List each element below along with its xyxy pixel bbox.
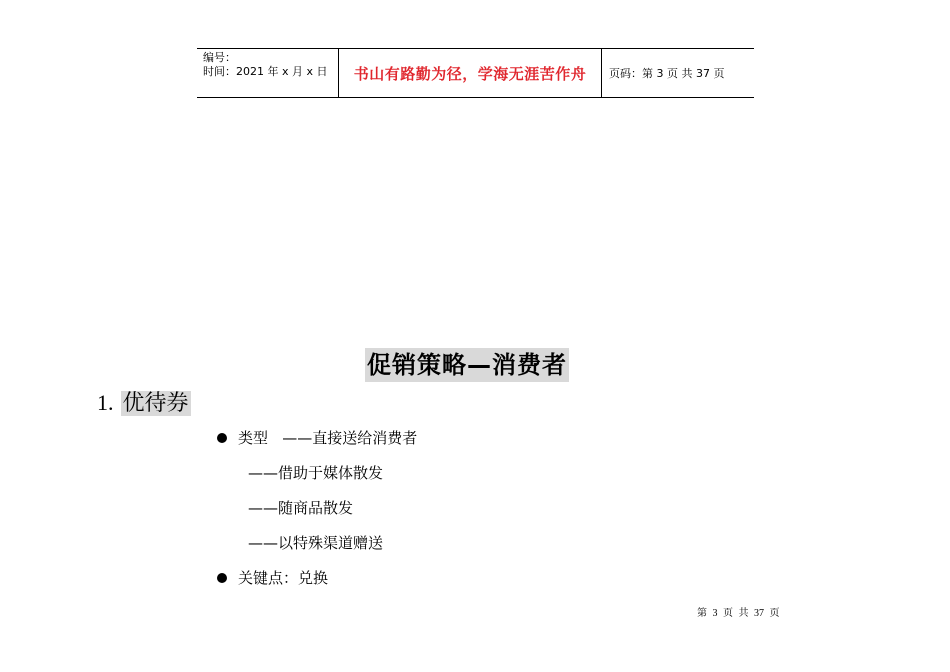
page-footer: 第 3 页 共 37 页 xyxy=(697,608,780,619)
number-label: 编号： xyxy=(203,51,236,64)
bullet-dot-icon xyxy=(217,433,227,443)
sub-item-channel: ——以特殊渠道赠送 xyxy=(248,534,384,552)
bullet-item-key-point: 关键点：兑换 xyxy=(238,569,329,587)
section-heading xyxy=(97,387,191,420)
header-motto: 书山有路勤为径，学海无涯苦作舟 xyxy=(338,49,602,97)
document-title: 促销策略—消费者 xyxy=(365,348,569,382)
bullet-item-type: 类型 ——直接送给消费者 xyxy=(238,429,418,447)
header-meta-cell xyxy=(197,49,338,97)
time-label: 时间：2021 年 x 月 x 日 xyxy=(203,65,328,78)
sub-item-media: ——借助于媒体散发 xyxy=(248,464,384,482)
bullet-dot-icon xyxy=(217,573,227,583)
sub-item-product: ——随商品散发 xyxy=(248,499,354,517)
document-header xyxy=(197,48,754,98)
section-title: 优待券 xyxy=(122,391,189,416)
section-number: 1. xyxy=(97,390,114,415)
header-page-code: 页码：第 3 页 共 37 页 xyxy=(609,67,725,80)
